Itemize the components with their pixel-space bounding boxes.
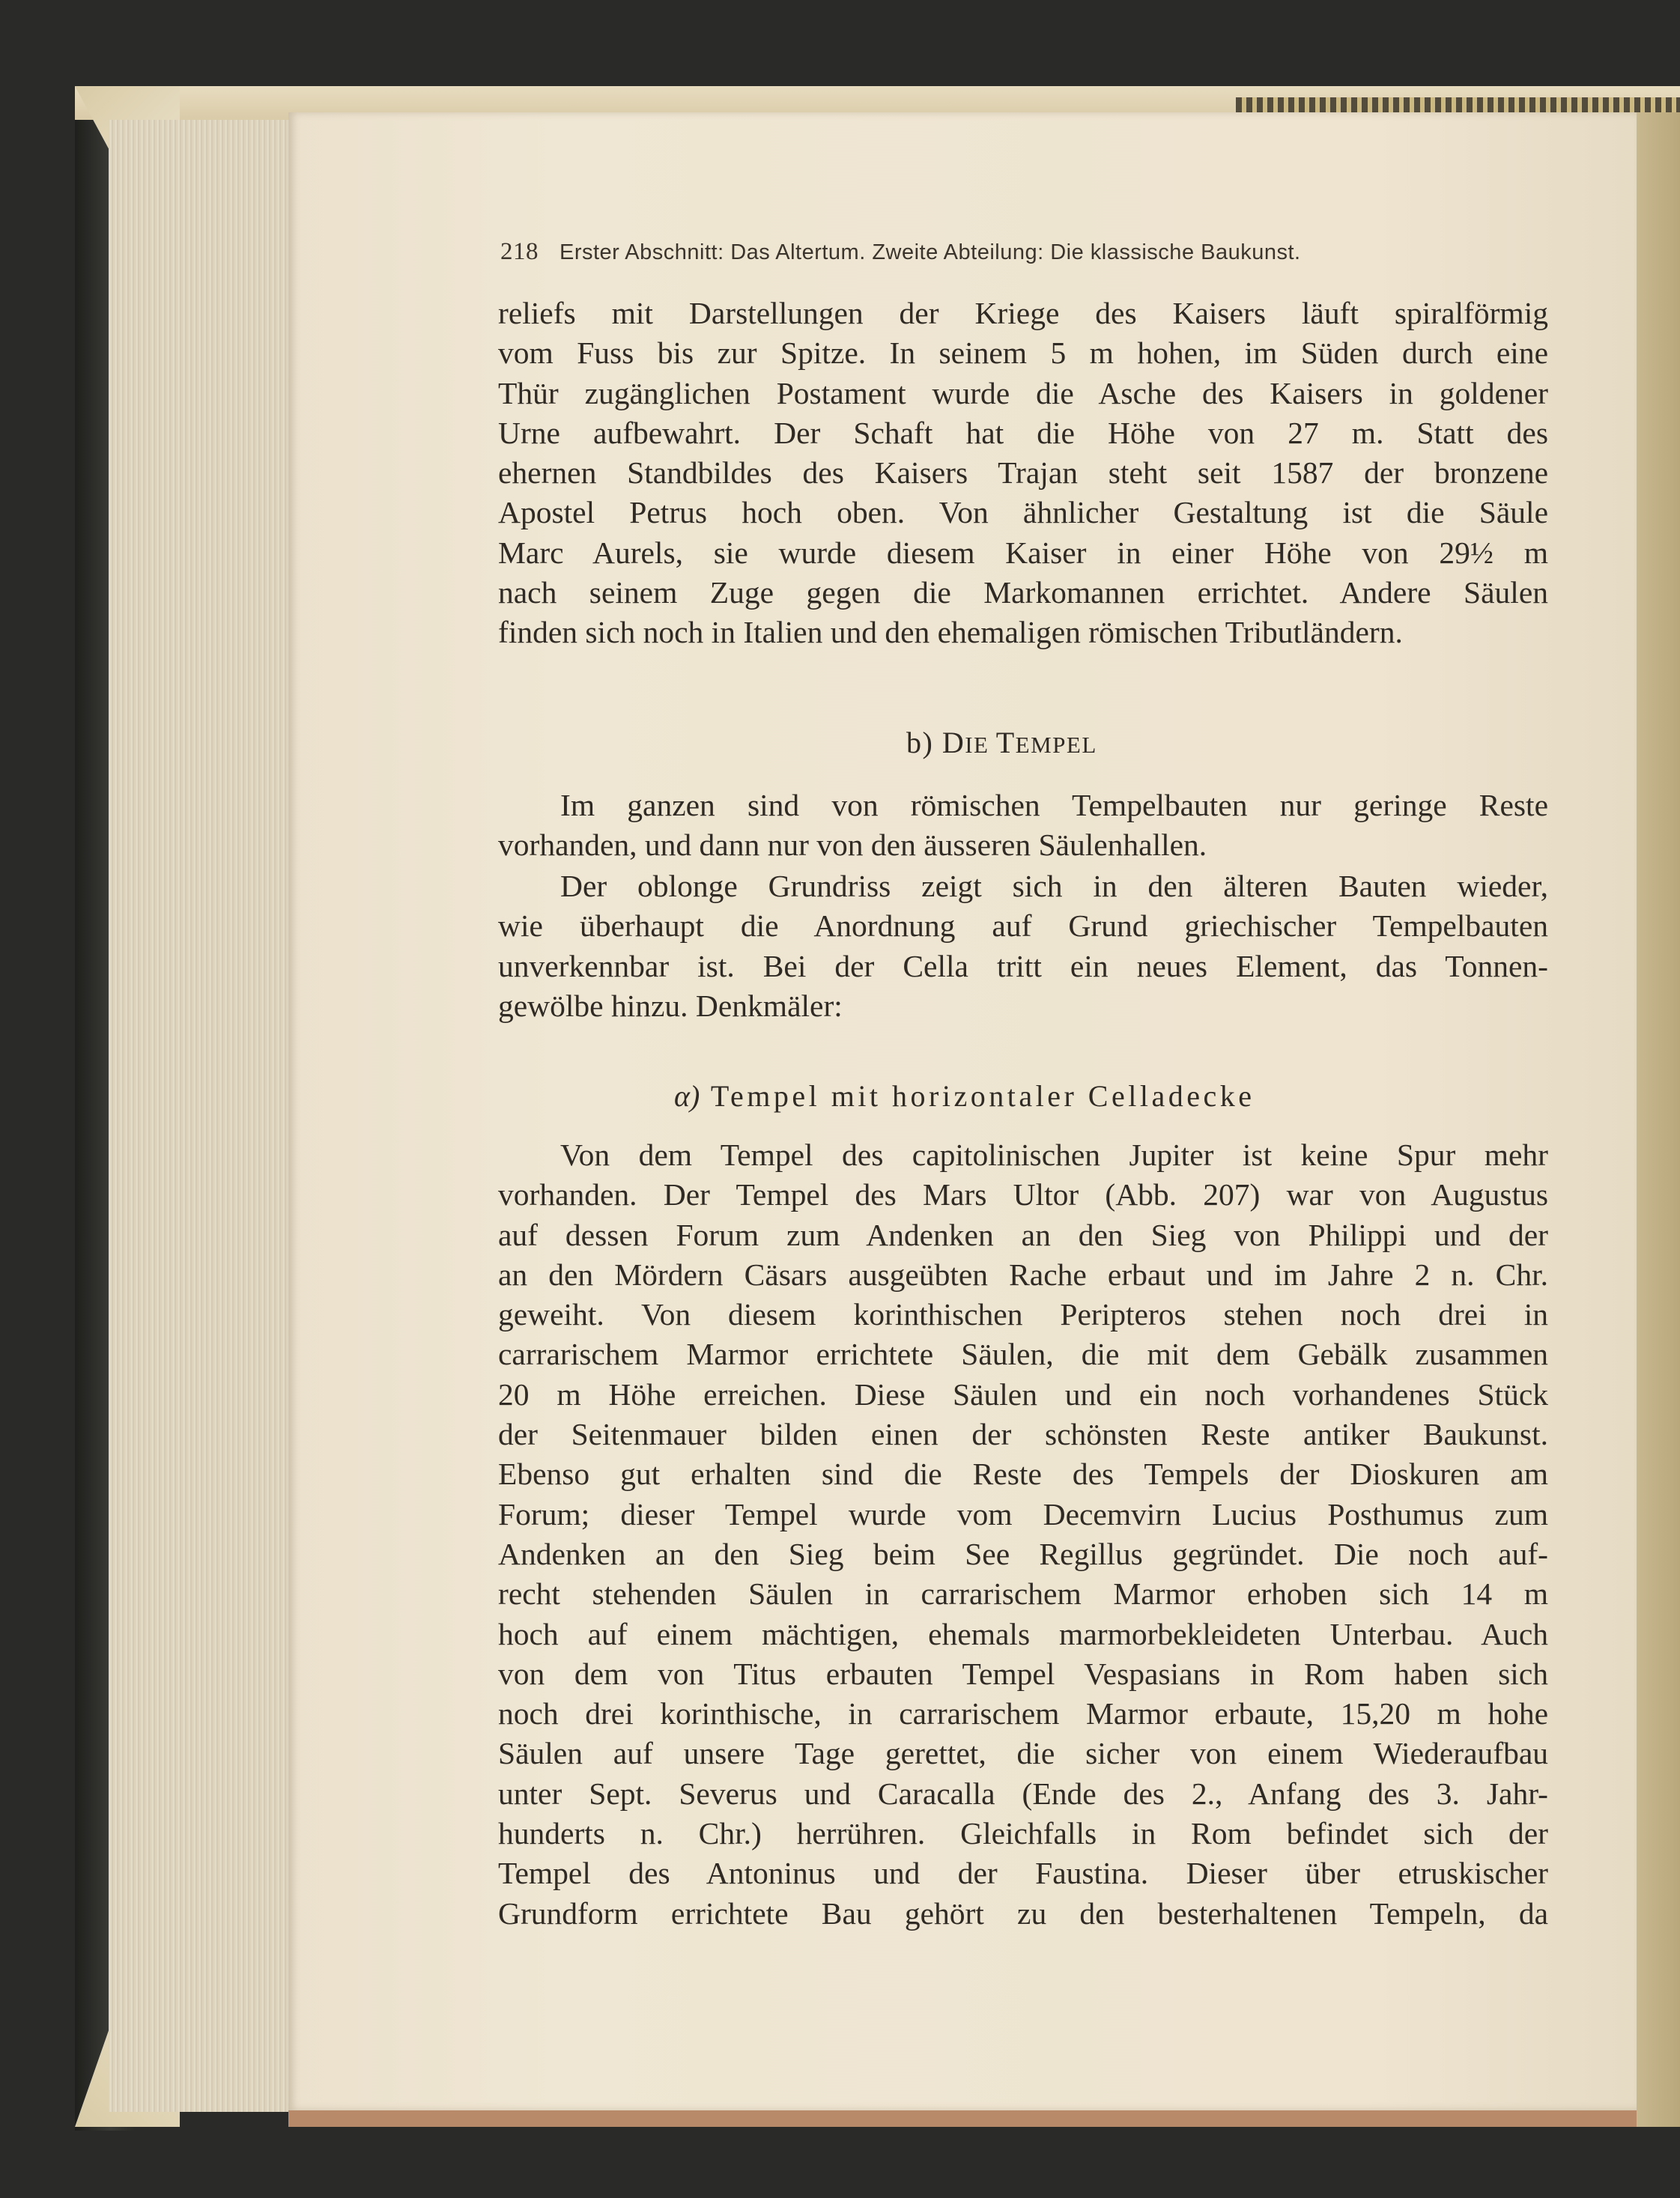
text-line: noch drei korinthische, in carrarischem Marmor erbaute, 15,20 m hohe [498,1696,1548,1731]
page-number: 218 [500,238,539,265]
text-line: Ebenso gut erhalten sind die Reste des Tempels der Dioskuren am [498,1457,1548,1492]
page-bottom-edge [288,2110,1637,2127]
text-line: unverkennbar ist. Bei der Cella tritt ein neues Element, das Tonnen- [498,948,1548,983]
text-line: gewölbe hinzu. Denkmäler: [498,988,843,1023]
text-line: nach seinem Zuge gegen die Markomannen errichtet. Andere Säulen [498,575,1548,610]
text-line: Grundform errichtete Bau gehört zu den besterhaltenen Tempeln, da [498,1895,1548,1931]
text-line: Urne aufbewahrt. Der Schaft hat die Höhe von 27 m. Statt des [498,415,1548,450]
text-line: Marc Aurels, sie wurde diesem Kaiser in einer Höhe von 29½ m [498,535,1548,570]
page-edges [109,120,296,2112]
text-line: Andenken an den Sieg beim See Regillus gegründet. Die noch auf- [498,1536,1548,1571]
paragraph-2 [498,786,1548,866]
text-line: recht stehenden Säulen in carrarischem Marmor erhoben sich 14 m [498,1576,1548,1612]
paragraph-3 [498,866,1548,1026]
text-line: carrarischem Marmor errichtete Säulen, die mit dem Gebälk zusammen [498,1337,1548,1372]
text-line: vorhanden. Der Tempel des Mars Ultor (Abb. 207) war von Augustus [498,1177,1548,1212]
text-line: Der oblonge Grundriss zeigt sich in den älteren Bauten wieder, [560,869,1548,903]
text-line: von dem von Titus erbauten Tempel Vespasians in Rom haben sich [498,1656,1548,1691]
running-head [500,238,1482,266]
text-line: der Seitenmauer bilden einen der schönsten Reste antiker Baukunst. [498,1417,1548,1452]
paragraph-1 [498,294,1548,653]
text-line: geweiht. Von diesem korinthischen Peripteros stehen noch drei in [498,1297,1548,1332]
text-line: hoch auf einem mächtigen, ehemals marmorbekleideten Unterbau. Auch [498,1616,1548,1651]
text-line: Tempel des Antoninus und der Faustina. Dieser über etruskischer [498,1856,1548,1891]
text-line: vorhanden, und dann nur von den äusseren Säulenhallen. [498,828,1207,863]
text-line: Apostel Petrus hoch oben. Von ähnlicher Gestaltung ist die Säule [498,495,1548,530]
text-line: an den Mördern Cäsars ausgeübten Rache erbaut und im Jahre 2 n. Chr. [498,1257,1548,1292]
heading-initial: D [941,726,965,759]
section-heading-alpha [674,1078,1255,1114]
text-line: Säulen auf unsere Tage gerettet, die sicher von einem Wiederaufbau [498,1736,1548,1771]
text-line: vom Fuss bis zur Spitze. In seinem 5 m hohen, im Süden durch eine [498,336,1548,371]
heading-smallcaps-2: EMPEL [1015,732,1097,758]
heading-text: Tempel mit horizontaler Celladecke [710,1079,1255,1113]
heading-label: b) [906,726,934,759]
text-line: wie überhaupt die Anordnung auf Grund griechischer Tempelbauten [498,908,1548,944]
heading-smallcaps: IE [965,732,996,758]
text-line: Forum; dieser Tempel wurde vom Decemvirn Lucius Posthumus zum [498,1496,1548,1531]
text-line: hunderts n. Chr.) herrühren. Gleichfalls in Rom befindet sich der [498,1816,1548,1851]
text-line: 20 m Höhe erreichen. Diese Säulen und ein noch vorhandenes Stück [498,1376,1548,1412]
text-line: reliefs mit Darstellungen der Kriege des Kaisers läuft spiralförmig [498,296,1548,330]
heading-label: α) [674,1079,700,1113]
text-line: auf dessen Forum zum Andenken an den Sieg von Philippi und der [498,1217,1548,1252]
text-line: Thür zugänglichen Postament wurde die Asche des Kaisers in goldener [498,375,1548,410]
heading-initial-2: T [995,726,1016,759]
text-line: finden sich noch in Italien und den ehemaligen römischen Tributländern. [498,615,1403,650]
section-heading-b [906,725,1097,760]
running-title: Erster Abschnitt: Das Altertum. Zweite Abteilung: Die klassische Baukunst. [560,240,1301,264]
text-line: Von dem Tempel des capitolinischen Jupiter ist keine Spur mehr [560,1138,1548,1172]
cover-right-edge [1637,112,1680,2127]
text-line: ehernen Standbildes des Kaisers Trajan steht seit 1587 der bronzene [498,455,1548,491]
paragraph-4 [498,1135,1548,1934]
text-line: Im ganzen sind von römischen Tempelbauten nur geringe Reste [560,788,1548,822]
text-line: unter Sept. Severus und Caracalla (Ende des 2., Anfang des 3. Jahr- [498,1776,1548,1811]
